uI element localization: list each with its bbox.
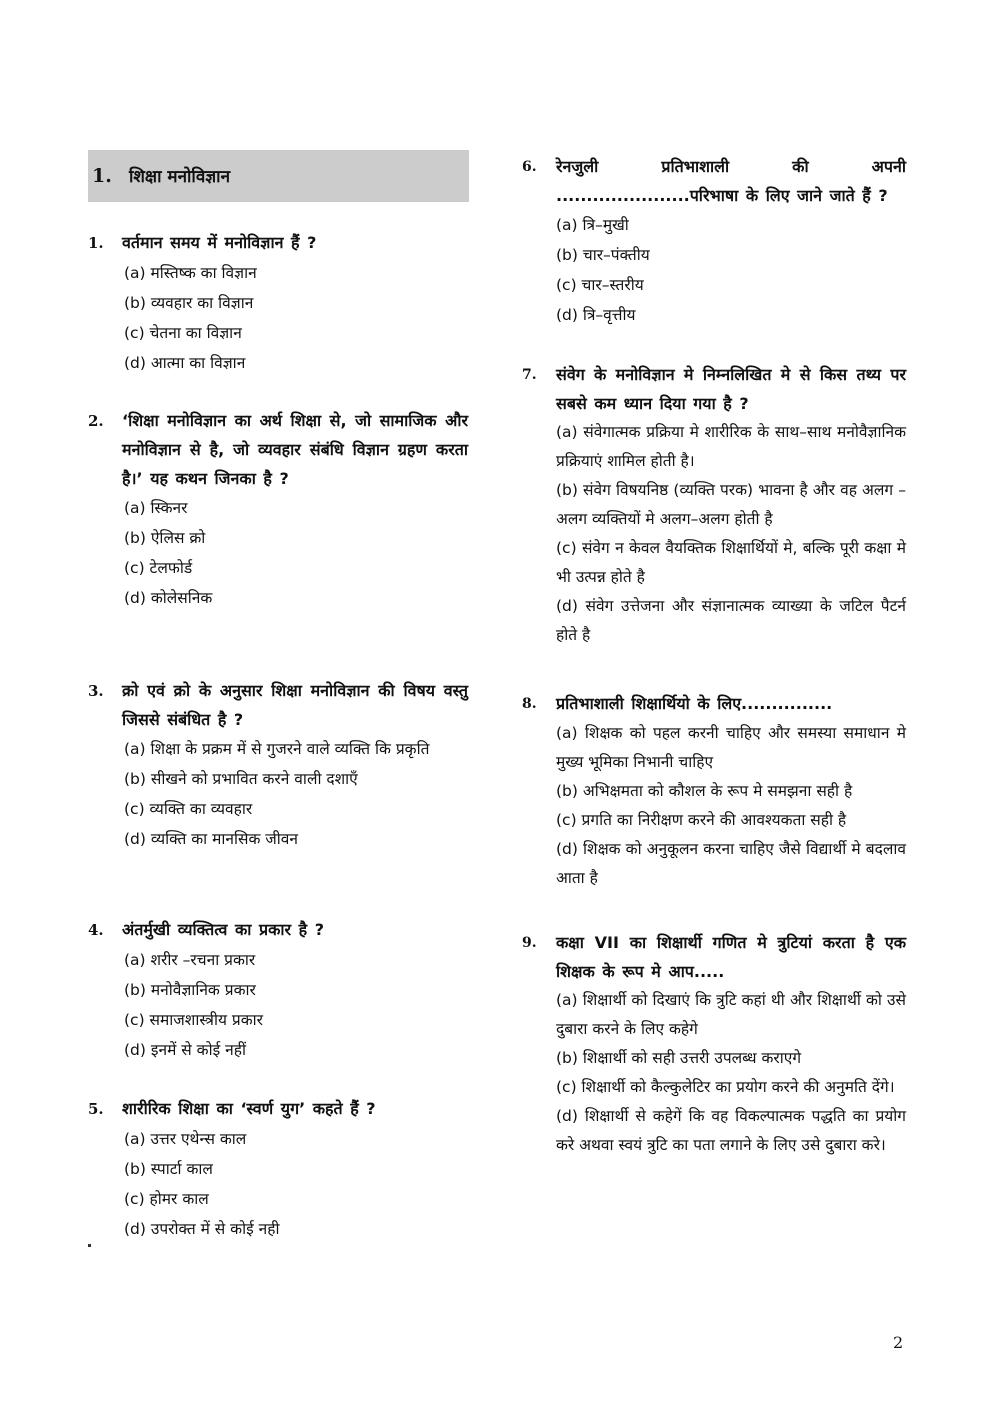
question-number: 6.: [522, 159, 537, 175]
question-text: रेनजुली प्रतिभाशाली की अपनी ......................परिभाषा के लिए जाने जाते हैं ?: [556, 157, 906, 205]
section-header: [88, 150, 469, 202]
option: (d) इनमें से कोई नहीं: [124, 1041, 246, 1059]
question-text: वर्तमान समय में मनोविज्ञान हैं ?: [122, 233, 317, 252]
question-7: [522, 360, 906, 650]
option: (a) संवेगात्मक प्रक्रिया मे शारीरिक के साथ–साथ मनोवैज्ञानिक प्रक्रियाएं शामिल होती है।: [556, 423, 906, 470]
question-text: ‘शिक्षा मनोविज्ञान का अर्थ शिक्षा से, जो सामाजिक और मनोविज्ञान से है, जो व्यवहार संबंधि विज्ञान ग्रहण करता है।’ यह कथन जिनका है ?: [122, 411, 468, 488]
options-list: [522, 418, 906, 650]
option: (a) स्किनर: [124, 499, 188, 517]
question-text: संवेग के मनोविज्ञान मे निम्नलिखित मे से किस तथ्य पर सबसे कम ध्यान दिया गया है ?: [556, 365, 906, 413]
options-list: [522, 719, 906, 893]
option: (c) होमर काल: [124, 1190, 209, 1208]
option: (a) उत्तर एथेन्स काल: [124, 1130, 247, 1148]
option: (d) आत्मा का विज्ञान: [124, 354, 246, 372]
question-number: 3.: [88, 682, 104, 700]
question-9: [522, 928, 906, 1160]
options-list: [88, 493, 468, 613]
stray-dot: [88, 1244, 91, 1247]
options-list: [88, 945, 468, 1065]
option: (d) त्रि–वृत्तीय: [556, 306, 636, 324]
question-5: [88, 1094, 468, 1244]
question-6: [522, 152, 906, 330]
options-list: [522, 210, 906, 330]
question-text: क्रो एवं क्रो के अनुसार शिक्षा मनोविज्ञान की विषय वस्तु जिससे संबंधित है ?: [122, 681, 468, 729]
question-number: 7.: [522, 367, 537, 383]
option: (b) चार–पंक्तीय: [556, 246, 650, 264]
question-number: 5.: [88, 1100, 104, 1118]
question-number: 4.: [88, 921, 104, 939]
question-number: 8.: [522, 696, 537, 712]
option: (b) सीखने को प्रभावित करने वाली दशाएँ: [124, 770, 358, 788]
option: (d) उपरोक्त में से कोई नही: [124, 1220, 280, 1238]
question-number: 1.: [88, 234, 104, 252]
option: (c) प्रगति का निरीक्षण करने की आवश्यकता सही है: [556, 811, 847, 829]
question-number: 9.: [522, 935, 537, 951]
option: (b) स्पार्टा काल: [124, 1160, 213, 1178]
question-text: प्रतिभाशाली शिक्षार्थियो के लिए...............: [556, 694, 833, 713]
question-text: शारीरिक शिक्षा का ‘स्वर्ण युग’ कहते हैं ?: [122, 1099, 376, 1118]
question-2: [88, 406, 468, 613]
options-list: [88, 1124, 468, 1244]
option: (b) व्यवहार का विज्ञान: [124, 294, 254, 312]
question-1: [88, 228, 468, 378]
option: (c) टेलफोर्ड: [124, 559, 193, 577]
option: (c) समाजशास्त्रीय प्रकार: [124, 1011, 263, 1029]
option: (d) शिक्षार्थी से कहेगें कि वह विकल्पात्मक पद्धति का प्रयोग करे अथवा स्वयं त्रुटि का पता लगाने के लिए उसे दुबारा करे।: [556, 1107, 906, 1154]
option: (c) संवेग न केवल वैयक्तिक शिक्षार्थियों मे, बल्कि पूरी कक्षा मे भी उत्पन्न होते है: [556, 539, 906, 586]
options-list: [88, 258, 468, 378]
option: (b) शिक्षार्थी को सही उत्तरी उपलब्ध कराएगे: [556, 1049, 802, 1067]
option: (b) अभिक्षमता को कौशल के रूप मे समझना सही है: [556, 782, 853, 800]
question-4: [88, 915, 468, 1065]
option: (d) व्यक्ति का मानसिक जीवन: [124, 830, 299, 848]
question-8: [522, 689, 906, 893]
option: (a) शिक्षार्थी को दिखाएं कि त्रुटि कहां थी और शिक्षार्थी को उसे दुबारा करने के लिए कहेगे: [556, 991, 906, 1038]
option: (c) चार–स्तरीय: [556, 276, 644, 294]
options-list: [522, 986, 906, 1160]
question-number: 2.: [88, 412, 104, 430]
option: (b) ऐलिस क्रो: [124, 529, 206, 547]
option: (c) शिक्षार्थी को कैल्कुलेटिर का प्रयोग करने की अनुमति देंगे।: [556, 1078, 895, 1096]
option: (b) संवेग विषयनिष्ठ (व्यक्ति परक) भावना है और वह अलग –अलग व्यक्तियों मे अलग–अलग होती है: [556, 481, 906, 528]
option: (c) चेतना का विज्ञान: [124, 324, 242, 342]
option: (d) संवेग उत्तेजना और संज्ञानात्मक व्याख्या के जटिल पैटर्न होते है: [556, 597, 906, 644]
question-text: कक्षा VII का शिक्षार्थी गणित मे त्रुटियां करता है एक शिक्षक के रूप मे आप.....: [556, 933, 906, 981]
option: (a) शरीर –रचना प्रकार: [124, 951, 256, 969]
option: (d) कोलेसनिक: [124, 589, 213, 607]
section-number: 1.: [92, 165, 112, 187]
option: (a) शिक्षक को पहल करनी चाहिए और समस्या समाधान मे मुख्य भूमिका निभानी चाहिए: [556, 724, 906, 771]
option: (b) मनोवैज्ञानिक प्रकार: [124, 981, 256, 999]
option: (d) शिक्षक को अनुकूलन करना चाहिए जैसे विद्यार्थी मे बदलाव आता है: [556, 840, 906, 887]
question-text: अंतर्मुखी व्यक्तित्व का प्रकार है ?: [122, 920, 325, 939]
option: (a) त्रि–मुखी: [556, 216, 629, 234]
question-3: [88, 676, 468, 854]
option: (a) मस्तिष्क का विज्ञान: [124, 264, 257, 282]
option: (c) व्यक्ति का व्यवहार: [124, 800, 253, 818]
options-list: [88, 734, 468, 854]
option: (a) शिक्षा के प्रक्रम में से गुजरने वाले व्यक्ति कि प्रकृति: [124, 740, 430, 758]
section-title: शिक्षा मनोविज्ञान: [128, 167, 231, 187]
page-number: 2: [893, 1333, 904, 1352]
